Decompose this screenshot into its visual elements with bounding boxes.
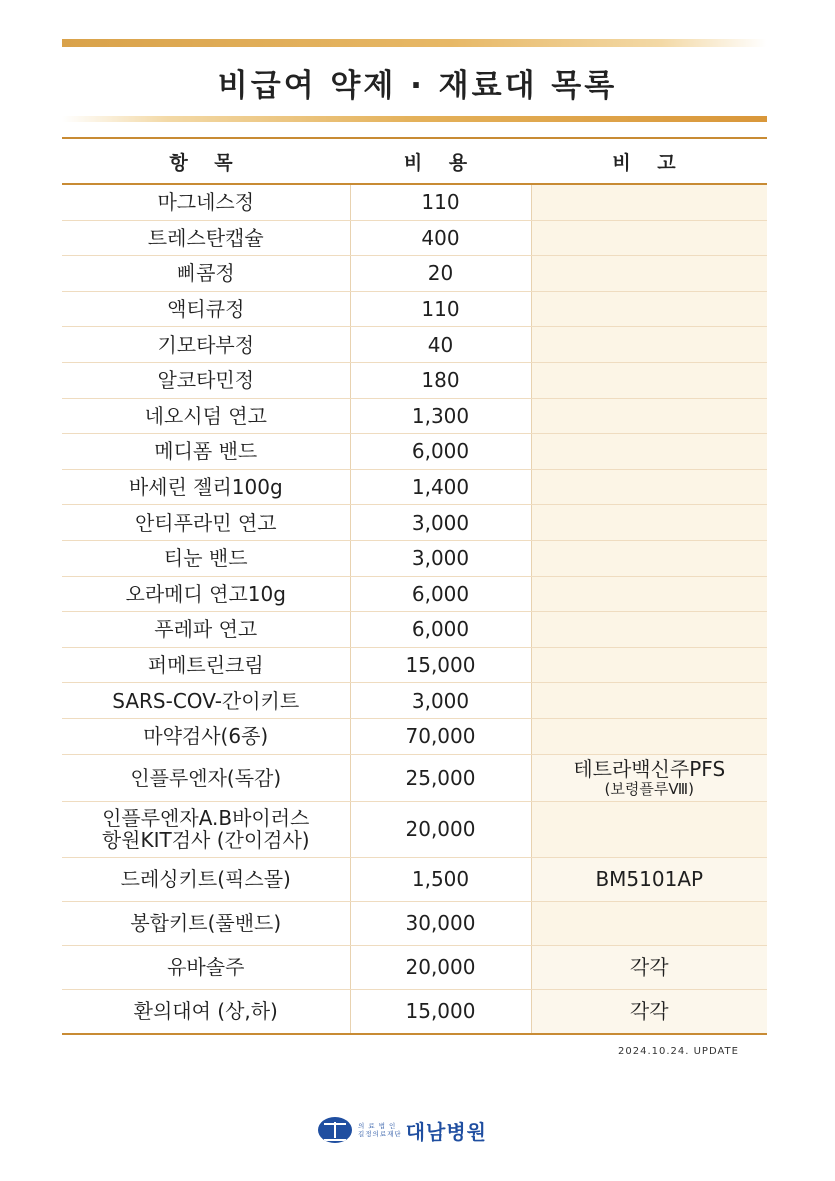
top-decorative-bar [62, 39, 767, 47]
cost-cell: 400 [350, 220, 531, 256]
cost-cell: 20,000 [350, 801, 531, 857]
note-sub: (보령플루Ⅷ) [604, 779, 694, 798]
cost-cell: 3,000 [350, 505, 531, 541]
cost-cell: 6,000 [350, 576, 531, 612]
hospital-logo [318, 1115, 487, 1145]
note-cell [531, 901, 767, 945]
page-title: 비급여 약제 · 재료대 목록 [217, 68, 618, 104]
table-header-row [62, 139, 767, 184]
item-line-2: 항원KIT검사 (간이검사) [101, 828, 310, 852]
item-cell: 알코타민정 [62, 362, 350, 398]
cost-cell: 25,000 [350, 754, 531, 801]
item-cell: 오라메디 연고10g [62, 576, 350, 612]
table-row [62, 362, 767, 398]
cost-cell: 180 [350, 362, 531, 398]
table-row [62, 901, 767, 945]
note-cell [531, 505, 767, 541]
table-row [62, 291, 767, 327]
logo-org-line1: 의 료 법 인 [358, 1122, 397, 1130]
item-cell: 유바솔주 [62, 945, 350, 989]
note-cell [531, 683, 767, 719]
cost-cell: 1,300 [350, 398, 531, 434]
item-cell: 액티큐정 [62, 291, 350, 327]
hospital-logo-icon [318, 1117, 352, 1143]
note-cell: BM5101AP [531, 857, 767, 901]
note-cell [531, 362, 767, 398]
item-cell: 삐콤정 [62, 256, 350, 292]
table-row [62, 434, 767, 470]
cost-cell: 70,000 [350, 718, 531, 754]
table-row [62, 327, 767, 363]
item-cell: 네오시덤 연고 [62, 398, 350, 434]
cost-cell: 40 [350, 327, 531, 363]
item-cell: 퍼메트린크림 [62, 647, 350, 683]
price-table-container [62, 137, 767, 1035]
table-row [62, 540, 767, 576]
logo-org [358, 1122, 402, 1138]
cost-cell: 3,000 [350, 683, 531, 719]
table-row [62, 683, 767, 719]
note-cell [531, 540, 767, 576]
item-cell: 티눈 밴드 [62, 540, 350, 576]
item-line-1: 인플루엔자A.B바이러스 [102, 806, 310, 830]
cost-cell: 110 [350, 184, 531, 220]
cost-cell: 1,400 [350, 469, 531, 505]
cost-cell: 6,000 [350, 612, 531, 648]
note-cell [531, 327, 767, 363]
item-cell: 안티푸라민 연고 [62, 505, 350, 541]
cost-cell: 30,000 [350, 901, 531, 945]
note-cell [531, 434, 767, 470]
table-row [62, 398, 767, 434]
item-cell: 트레스탄캡슐 [62, 220, 350, 256]
note-cell: 각각 [531, 989, 767, 1033]
item-cell: 메디폼 밴드 [62, 434, 350, 470]
item-cell: 드레싱키트(픽스몰) [62, 857, 350, 901]
table-row [62, 469, 767, 505]
table-row [62, 989, 767, 1033]
item-cell: SARS-COV-간이키트 [62, 683, 350, 719]
item-cell: 기모타부정 [62, 327, 350, 363]
table-row [62, 612, 767, 648]
note-cell: 각각 [531, 945, 767, 989]
note-cell [531, 612, 767, 648]
note-cell [531, 291, 767, 327]
note-cell [531, 469, 767, 505]
note-cell [531, 398, 767, 434]
item-cell: 바세린 젤리100g [62, 469, 350, 505]
table-row [62, 505, 767, 541]
item-cell: 마약검사(6종) [62, 718, 350, 754]
table-row [62, 801, 767, 857]
table-row [62, 647, 767, 683]
cost-cell: 20 [350, 256, 531, 292]
item-cell: 푸레파 연고 [62, 612, 350, 648]
item-cell: 봉합키트(풀밴드) [62, 901, 350, 945]
note-main: 테트라백신주PFS [573, 756, 726, 781]
note-cell [531, 718, 767, 754]
table-row [62, 718, 767, 754]
item-cell: 마그네스정 [62, 184, 350, 220]
note-cell [531, 801, 767, 857]
table-row [62, 576, 767, 612]
item-cell [62, 801, 350, 857]
title-underline-bar [62, 116, 767, 122]
logo-hospital-name: 대남병원 [405, 1119, 487, 1144]
item-cell: 인플루엔자(독감) [62, 754, 350, 801]
table-row [62, 754, 767, 801]
price-table [62, 139, 767, 1033]
note-cell [531, 256, 767, 292]
cost-cell: 15,000 [350, 989, 531, 1033]
cost-cell: 15,000 [350, 647, 531, 683]
header-cost: 비 용 [350, 139, 531, 184]
cost-cell: 3,000 [350, 540, 531, 576]
note-cell [531, 754, 767, 801]
cost-cell: 20,000 [350, 945, 531, 989]
table-row [62, 220, 767, 256]
table-row [62, 945, 767, 989]
item-cell: 환의대여 (상,하) [62, 989, 350, 1033]
note-cell [531, 576, 767, 612]
logo-org-line2: 길정의료재단 [358, 1130, 402, 1138]
table-row [62, 256, 767, 292]
note-cell [531, 220, 767, 256]
update-date: 2024.10.24. UPDATE [618, 1046, 739, 1057]
table-row [62, 184, 767, 220]
cost-cell: 6,000 [350, 434, 531, 470]
header-note: 비 고 [531, 139, 767, 184]
cost-cell: 1,500 [350, 857, 531, 901]
header-item: 항 목 [62, 139, 350, 184]
cost-cell: 110 [350, 291, 531, 327]
table-row [62, 857, 767, 901]
note-cell [531, 184, 767, 220]
note-cell [531, 647, 767, 683]
